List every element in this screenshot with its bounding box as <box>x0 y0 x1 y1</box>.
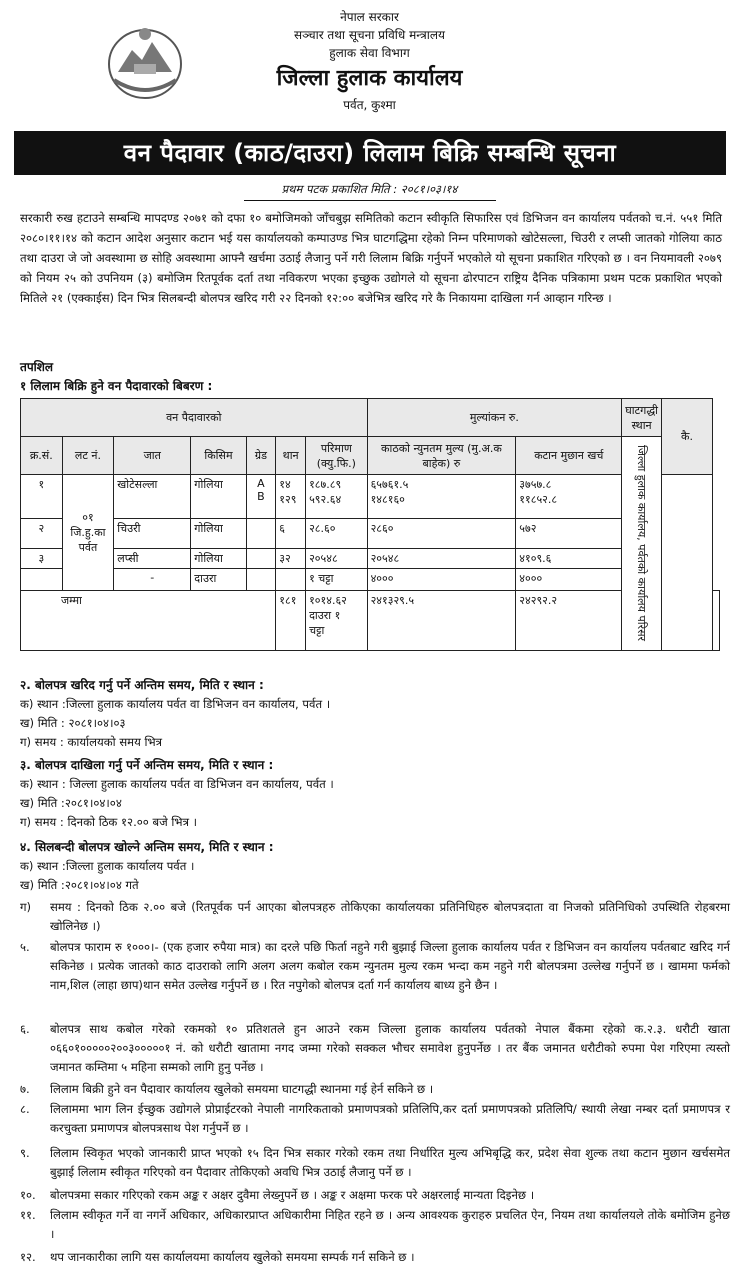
cell-cost: ३७५७.८ ११८५२.८ <box>516 475 622 519</box>
total-label: जम्मा <box>21 591 276 651</box>
cell-min-price: ४००० <box>367 569 516 591</box>
cell-min-price: २८६० <box>367 519 516 549</box>
cell-grade <box>246 569 276 591</box>
publish-date-underline <box>244 200 496 201</box>
col-grade: ग्रेड <box>246 437 276 475</box>
notice-title: वन पैदावार (काठ/दाउरा) लिलाम बिक्रि सम्बन्धि सूचना <box>14 131 726 175</box>
office-location: पर्वत, कुश्मा <box>343 98 396 112</box>
cell-species: चिउरी <box>114 519 191 549</box>
cell-qty: २८.६० <box>306 519 367 549</box>
cell-qty: १८७.८९ ५९२.६४ <box>306 475 367 519</box>
col-min-price: काठको न्युनतम मुल्य (मु.अ.क बाहेक) रु <box>367 437 516 475</box>
section-line: क) स्थान : जिल्ला हुलाक कार्यालय पर्वत वा डिभिजन वन कार्यालय, पर्वत । <box>20 777 334 791</box>
section-bid-submission <box>20 756 730 832</box>
section-line: ख) मिति :२०८१।०४।०४ गते <box>20 878 139 892</box>
section-bid-opening <box>20 838 730 895</box>
cell-cost: ५७२ <box>516 519 622 549</box>
cell-type: गोलिया <box>191 475 246 519</box>
govt-name: नेपाल सरकार <box>340 10 399 24</box>
cell-lot <box>62 475 114 591</box>
office-name: जिल्ला हुलाक कार्यालय <box>276 66 463 91</box>
department-name: हुलाक सेवा विभाग <box>329 46 410 60</box>
ministry-name: सञ्चार तथा सूचना प्रविधि मन्त्रालय <box>294 28 445 42</box>
total-pieces: १८१ <box>276 591 306 651</box>
list-item: ७. लिलाम बिक्री हुने वन पैदावार कार्यालय खुलेको समयमा घाटगद्धी स्थानमा गई हेर्न सकिने छ । <box>20 1082 434 1096</box>
section-line: ख) मिति :२०८१।०४।०४ <box>20 796 122 810</box>
cell-species: खोटेसल्ला <box>114 475 191 519</box>
section-line: ग) समय : कार्यालयको समय भित्र <box>20 735 163 749</box>
section-line: ग) समय : दिनको ठिक १२.०० बजे भित्र । <box>20 815 198 829</box>
list-item: ११. लिलाम स्वीकृत गर्ने वा नगर्ने अधिकार, अधिकारप्राप्त अधिकारीमा निहित रहने छ । अन्य आवश्यक कुराहरु प्रचलित ऐन, नियम तथा कार्यालयले तोके बमोजिम हुनेछ । <box>20 1208 730 1241</box>
publish-date: प्रथम पटक प्रकाशित मिति : २०८१।०३।१४ <box>281 182 458 196</box>
cell-sn: १ <box>21 475 63 519</box>
remarks-header: कै. <box>662 399 713 475</box>
col-lot: लट नं. <box>62 437 114 475</box>
list-item: ८. लिलाममा भाग लिन ईच्छुक उद्योगले प्रोप्राईटरको नेपाली नागरिकताको प्रमाणपत्रको प्रतिलिपि,कर दर्ता प्रमाणपत्रको प्रतिलिपि/ स्थायी लेखा नम्बर दर्ता प्रमाणपत्र र करचुक्ता प्रमाणपत्र बोलपत्रसाथ पेश गर्नुपर्ने छ । <box>20 1102 730 1135</box>
cell-grade <box>246 519 276 549</box>
section-line: क) स्थान :जिल्ला हुलाक कार्यालय पर्वत वा डिभिजन वन कार्यालय, पर्वत । <box>20 697 331 711</box>
cell-cost: ४१०९.६ <box>516 549 622 569</box>
cell-species: लप्सी <box>114 549 191 569</box>
lot-place: जि.हु.का पर्वत <box>70 526 106 554</box>
list-item: १२. थप जानकारीका लागि यस कार्यालयमा कार्यालय खुलेको समयमा सम्पर्क गर्न सकिने छ । <box>20 1250 415 1264</box>
cell-remarks <box>662 475 713 651</box>
cell-cost: ४००० <box>516 569 622 591</box>
section-heading: ४. सिलबन्दी बोलपत्र खोल्ने अन्तिम समय, मिति र स्थान : <box>20 840 274 854</box>
table-row <box>21 475 720 519</box>
cell-pieces <box>276 569 306 591</box>
cell-pieces: १४ १२९ <box>276 475 306 519</box>
cell-sn: २ <box>21 519 63 549</box>
col-sn: क्र.सं. <box>21 437 63 475</box>
cell-grade: A B <box>246 475 276 519</box>
section-heading: २. बोलपत्र खरिद गर्नु पर्ने अन्तिम समय, मिति र स्थान : <box>20 678 264 692</box>
cell-type: दाउरा <box>191 569 246 591</box>
total-cost: २४२९२.२ <box>516 591 622 651</box>
cell-sn: ३ <box>21 549 63 569</box>
cell-grade <box>246 549 276 569</box>
details-label: तपशिल <box>20 360 54 374</box>
intro-paragraph: सरकारी रुख हटाउने सम्बन्धि मापदण्ड २०७१ को दफा १० बमोजिमको जाँचबुझ समितिको कटान स्वीकृति सिफारिस एवं डिभिजन वन कार्यालय पर्वतको च.नं. ५५१ मिति २०८०।११।१४ को कटान आदेश अनुसार कटान भई यस कार्यालयको कम्पाउण्ड भित्र घाटगद्धिमा रहेको निम्न परिमाणको खोटेसल्ला, चिउरी र लप्सी जातको गोलिया काठ तथा दाउरा जे जो अवस्थामा छ सोहि अवस्थामा आफ्नै खर्चमा उठाई लैजानु पर्ने गरी लिलाम बिक्रि गर्नुपर्ने भएकोले यो सूचना प्रकाशित गरिएको छ । वन नियमावली २०७९ को नियम २५ को उपनियम (३) बमोजिम रितपूर्वक दर्ता तथा नविकरण भएका इच्छुक उद्योगले यो सूचना ढोरपाटन राष्ट्रिय दैनिक पत्रिकामा प्रथम पटक प्रकाशित भएको मितिले २१ (एक्काईस) दिन भित्र सिलबन्दी बोलपत्र खरिद गरी २२ दिनको १२:०० बजेभित्र खरिद गरे कै निकायमा दाखिला गर्न आव्हान गरिन्छ । <box>20 211 722 305</box>
cell-type: गोलिया <box>191 549 246 569</box>
forest-product-table <box>20 398 720 651</box>
section-bid-purchase <box>20 676 730 752</box>
list-item: ग) समय : दिनको ठिक २.०० बजे (रितपूर्वक पर्न आएका बोलपत्रहरु तोकिएका कार्यालयका प्रतिनिधिहरु बोलपत्रदाता वा निजको प्रतिनिधिको उपस्थिति रोहबरमा खोलिनेछ ।) <box>20 900 730 933</box>
total-min-price: २४१३२९.५ <box>367 591 516 651</box>
table-row <box>21 549 720 569</box>
list-item: १०. बोलपत्रमा सकार गरिएको रकम अङ्क र अक्षर दुवैमा लेख्नुपर्ने छ । अङ्क र अक्षमा फरक परे अक्षरलाई मान्यता दिइनेछ । <box>20 1188 535 1202</box>
col-qty: परिमाण (क्यु.फि.) <box>306 437 367 475</box>
cell-pieces: ३२ <box>276 549 306 569</box>
group-product-header: वन पैदावारको <box>21 399 368 437</box>
list-item: ९. लिलाम स्विकृत भएको जानकारी प्राप्त भएको १५ दिन भित्र सकार गरेको रकम तथा निर्धारित मुल्य अभिबृद्धि कर, प्रदेश सेवा शुल्क तथा कटान मुछान खर्चसमेत बुझाई लिलाम स्वीकृत गरिएको वन पैदावार तोकिएको अवधि भित्र उठाई लैजानु पर्ने छ । <box>20 1146 730 1179</box>
cell-qty: २०५४८ <box>306 549 367 569</box>
total-qty: १०१४.६२ दाउरा १ चट्टा <box>306 591 367 651</box>
depot-location: जिल्ला हुलाक कार्यालय, पर्वतको कार्यालय परिसर <box>622 437 662 651</box>
section-line: क) स्थान :जिल्ला हुलाक कार्यालय पर्वत । <box>20 859 195 873</box>
list-item: ५. बोलपत्र फाराम रु १०००।- (एक हजार रुपैया मात्र) का दरले पछि फिर्ता नहुने गरी बुझाई जिल्ला हुलाक कार्यालय पर्वत र डिभिजन वन कार्यालय पर्वतबाट खरिद गर्न सकिनेछ । प्रत्येक जातको काठ दाउराको लागि अलग अलग कबोल रकम न्युनतम मुल्य रकम भन्दा कम नहुने गरी बोलपत्रमा उल्लेख गर्नुपर्ने छ । खाममा फर्मको नाम,शिल (लाहा छाप)थान समेत उल्लेख गर्नुपर्ने छ । रित नपुगेको बोलपत्र दर्ता गर्न कार्यालय बाध्य हुने छैन । <box>20 940 730 992</box>
cell-species: - <box>114 569 191 591</box>
section-line: ख) मिति : २०८१।०४।०३ <box>20 716 126 730</box>
lot-number: ०१ <box>82 511 94 524</box>
cell-pieces: ६ <box>276 519 306 549</box>
group-depot-header: घाटगद्धी स्थान <box>622 399 662 437</box>
cell-min-price: २०५४८ <box>367 549 516 569</box>
letterhead <box>0 0 739 130</box>
total-remarks <box>713 591 720 651</box>
col-type: किसिम <box>191 437 246 475</box>
col-cost: कटान मुछान खर्च <box>516 437 622 475</box>
cell-sn <box>21 569 63 591</box>
table-row <box>21 569 720 591</box>
cell-type: गोलिया <box>191 519 246 549</box>
table-row <box>21 519 720 549</box>
group-value-header: मुल्यांकन रु. <box>367 399 622 437</box>
cell-min-price: ६५७६१.५ १४८१६० <box>367 475 516 519</box>
col-species: जात <box>114 437 191 475</box>
col-pieces: थान <box>276 437 306 475</box>
list-item: ६. बोलपत्र साथ कबोल गरेको रकमको १० प्रतिशतले हुन आउने रकम जिल्ला हुलाक कार्यालय पर्वतको नेपाल बैंकमा रहेको क.२.३. धरौटी खाता ०६६०१०००००२००३०००००१ नं. को धरौटी खातामा नगद जम्मा गरेको सक्कल भौचर समावेश हुनुपर्नेछ । तर बैंक जमानत धरौटीको रुपमा पेश गरिएमा त्यस्तो जमानत कम्तिमा ५ महिना सम्मको लागि हुनु पर्नेछ । <box>20 1022 731 1074</box>
table-title: १ लिलाम बिक्रि हुने वन पैदावारको बिबरण : <box>20 379 213 393</box>
cell-qty: १ चट्टा <box>306 569 367 591</box>
section-heading: ३. बोलपत्र दाखिला गर्नु पर्ने अन्तिम समय, मिति र स्थान : <box>20 758 274 772</box>
table-total-row <box>21 591 720 651</box>
